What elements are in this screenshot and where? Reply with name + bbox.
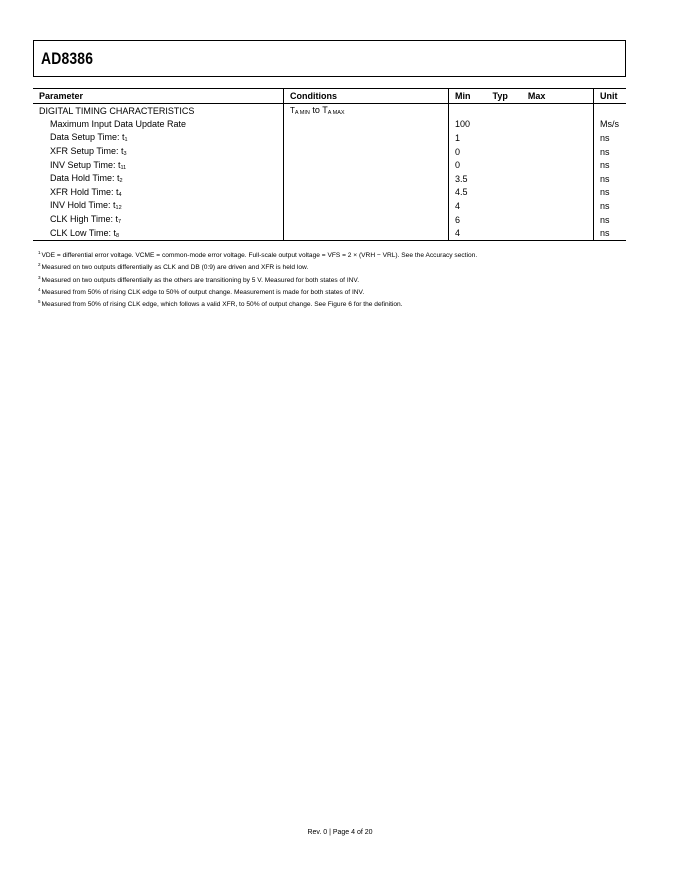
row-parameter: Data Hold Time: t2 — [50, 173, 123, 185]
table-row — [33, 145, 626, 159]
row-min: 4 — [449, 199, 594, 213]
row-min: 4 — [449, 226, 594, 240]
table-row — [33, 199, 626, 213]
spec-table — [33, 88, 626, 241]
table-row — [33, 213, 626, 227]
row-min: 0 — [449, 145, 594, 159]
header-min: Min — [455, 91, 471, 101]
section-row — [33, 104, 626, 118]
footnotes — [38, 248, 477, 309]
row-parameter: INV Setup Time: t11 — [50, 159, 127, 171]
page-footer: Rev. 0 | Page 4 of 20 — [307, 829, 373, 836]
row-unit: Ms/s — [594, 118, 627, 132]
table-row — [33, 226, 626, 240]
row-min: 1 — [449, 131, 594, 145]
table-row — [33, 131, 626, 145]
row-unit: ns — [594, 131, 627, 145]
row-parameter: CLK High Time: t7 — [50, 214, 122, 226]
row-parameter: Maximum Input Data Update Rate — [50, 118, 187, 129]
header-values — [449, 89, 594, 104]
table-row — [33, 186, 626, 200]
row-parameter: XFR Hold Time: t4 — [50, 186, 122, 198]
footnote: $^4$Measured from 50% of rising CLK edge to 50% of output change. Measurement is made for both states of INV. — [38, 286, 365, 296]
row-unit: ns — [594, 186, 627, 200]
row-unit: ns — [594, 226, 627, 240]
table-row — [33, 158, 626, 172]
row-parameter: XFR Setup Time: t3 — [50, 146, 127, 158]
header-parameter: Parameter — [33, 89, 284, 104]
footnote: $^3$Measured on two outputs differentially as the others are transitioning by 5 V. Measured for both states of INV. — [38, 274, 360, 284]
row-unit: ns — [594, 158, 627, 172]
row-min: 3.5 — [449, 172, 594, 186]
section-conditions: TA MIN to TA MAX — [284, 104, 449, 118]
row-min: 100 — [449, 118, 594, 132]
footnote: $^1$VDE = differential error voltage. VCME = common-mode error voltage. Full-scale output voltage = VFS = 2 × (VRH − VRL). See the Accuracy section. — [38, 250, 478, 259]
header-typ: Typ — [492, 91, 508, 101]
row-unit: ns — [594, 172, 627, 186]
header-conditions: Conditions — [284, 89, 449, 104]
row-min: 0 — [449, 158, 594, 172]
header-max: Max — [527, 91, 546, 101]
table-header-row — [33, 89, 626, 104]
section-label: DIGITAL TIMING CHARACTERISTICS — [39, 105, 195, 116]
table-row — [33, 118, 626, 132]
header-box — [33, 40, 626, 77]
footnote: $^2$Measured on two outputs differentially as CLK and DB (0:9) are driven and XFR is held low. — [38, 262, 309, 272]
footnote: $^5$Measured from 50% of rising CLK edge, which follows a valid XFR, to 50% of output change. See Figure 6 for the definition. — [38, 299, 403, 309]
row-unit: ns — [594, 213, 627, 227]
row-unit: ns — [594, 145, 627, 159]
row-parameter: CLK Low Time: t8 — [33, 226, 284, 240]
header-unit: Unit — [594, 89, 627, 104]
table-row — [33, 172, 626, 186]
row-unit: ns — [594, 199, 627, 213]
row-parameter: Data Setup Time: t1 — [50, 132, 128, 144]
page-title: AD8386 — [41, 49, 94, 68]
row-parameter: INV Hold Time: t12 — [50, 200, 122, 212]
row-min: 4.5 — [449, 186, 594, 200]
row-min: 6 — [449, 213, 594, 227]
